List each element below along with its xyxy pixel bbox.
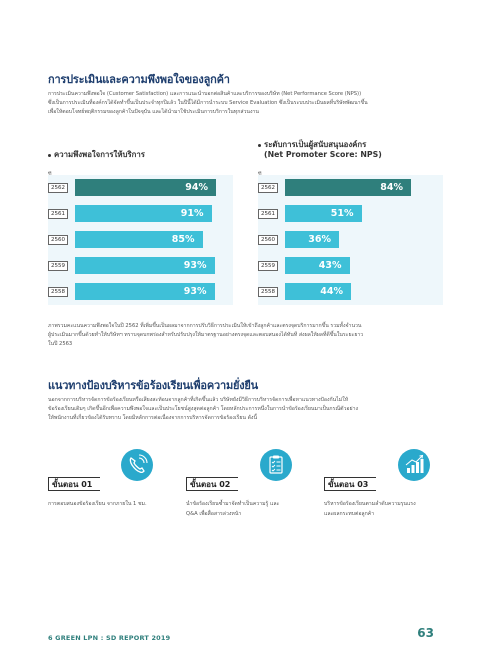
chart-title-text: ระดับการเป็นผู้สนับสนุนองค์กร (264, 140, 367, 149)
year-tick-label: 2562 (258, 183, 278, 193)
clipboard-checklist-icon (260, 449, 292, 481)
step-1-desc (48, 499, 147, 509)
bar-data-label: 93% (183, 260, 207, 271)
step-3-title: ขั้นตอน 03 (324, 477, 376, 491)
year-tick-label: 2560 (258, 235, 278, 245)
chart-title-nps (258, 140, 382, 160)
year-tick-label: 2558 (48, 287, 68, 297)
bar-2559 (285, 257, 350, 274)
bar-2562 (285, 179, 411, 196)
chart-title-satisfaction (48, 150, 145, 160)
year-tick-label: 2560 (48, 235, 68, 245)
bar-data-label: 93% (183, 286, 207, 297)
bar-2560 (285, 231, 339, 248)
bar-2561 (75, 205, 212, 222)
bar-data-label: 94% (185, 182, 208, 193)
phone-support-icon (121, 449, 153, 481)
chart-row (258, 283, 443, 300)
step-desc-line: บริหารข้อร้องเรียนตามลำดับความรุนแรง (324, 501, 416, 507)
satisfaction-paragraph (48, 90, 440, 117)
para-line: การประเมินความพึงพอใจ (Customer Satisfaction) และการแนะนำบอกต่อสินค้าและบริการของบริษัท (Net Performance Score (NPS)) (48, 91, 362, 97)
bar-data-label: 44% (320, 286, 343, 297)
step-desc-line: การตอบสนองข้อร้องเรียน จากภายใน 1 ชม. (48, 501, 147, 507)
bullet-icon (258, 144, 261, 147)
complaints-paragraph (48, 396, 440, 423)
year-tick-label: 2559 (48, 261, 68, 271)
nps-chart (258, 175, 443, 305)
chart-title-text: ความพึงพอใจการให้บริการ (54, 150, 145, 159)
bar-data-label: 84% (380, 182, 403, 193)
para-line: ซึ่งเป็นการประเมินที่องค์กรได้จัดทำขึ้นเป็นประจำทุกปีแล้ว ในปีนี้ได้มีการนำระบบ Service Evaluation ซึ่งเป็นระบบประเมินผลที่บริษัทพัฒนาขึ้น (48, 100, 368, 106)
para-line: นอกจากการบริหารจัดการข้อร้องเรียนหรือเสียงสะท้อนจากลูกค้าที่เกิดขึ้นแล้ว บริษัทยังมีวิธีการบริหารจัดการเพื่อหาแนวทางป้องกันไม่ให้ (48, 397, 349, 403)
bar-data-label: 91% (180, 208, 204, 219)
para-line: ผู้ประเมินมากขึ้นด้วยทำให้บริษัทฯ ทราบจุดบกพร่องสำหรับปรับปรุงให้มาตรฐานอย่างตรงจุดและตอบสนองได้ทันที ส่งผลให้ผลที่ดีขึ้นในระยะยาว (48, 332, 364, 338)
bar-data-label: 36% (308, 234, 331, 245)
chart-row (258, 231, 443, 248)
bar-2558 (75, 283, 215, 300)
step-3-desc (324, 499, 416, 519)
growth-chart-icon (398, 449, 430, 481)
step-2-desc (186, 499, 279, 519)
footer-report-title: 6 GREEN LPN : SD REPORT 2019 (48, 634, 171, 642)
chart-row (48, 231, 233, 248)
step-desc-line: นำข้อร้องเรียนซ้ำมาจัดทำเป็นความรู้ และ (186, 501, 280, 507)
step-2-title: ขั้นตอน 02 (186, 477, 238, 491)
bar-2560 (75, 231, 203, 248)
bar-2559 (75, 257, 215, 274)
page-number: 63 (417, 626, 434, 640)
bar-2562 (75, 179, 216, 196)
bar-data-label: 51% (330, 208, 354, 219)
step-1-title: ขั้นตอน 01 (48, 477, 100, 491)
para-line: ให้พนักงานที่เกี่ยวข้องได้รับทราบ โดยมีหลักการต่อเนื่องจากการบริหารจัดการข้อร้องเรียน ดังนี้ (48, 415, 258, 421)
para-line: ในปี 2563 (48, 341, 73, 347)
summary-paragraph (48, 322, 440, 349)
chart-subtitle: (Net Promoter Score: NPS) (264, 150, 382, 159)
year-tick-label: 2561 (48, 209, 68, 219)
bar-data-label: 85% (171, 234, 195, 245)
year-tick-label: 2562 (48, 183, 68, 193)
year-tick-label: 2561 (258, 209, 278, 219)
bar-data-label: 43% (318, 260, 342, 271)
chart-row (48, 283, 233, 300)
satisfaction-chart (48, 175, 233, 305)
chart-row (258, 257, 443, 274)
year-tick-label: 2558 (258, 287, 278, 297)
section-title-satisfaction: การประเมินและความพึงพอใจของลูกค้า (48, 73, 230, 86)
bar-2561 (285, 205, 362, 222)
step-desc-line: Q&A เพื่อสื่อสารล่วงหน้า (186, 511, 242, 517)
step-desc-line: และผลกระทบต่อลูกค้า (324, 511, 375, 517)
chart-row (258, 179, 443, 196)
section-title-complaints: แนวทางป้องบริหารข้อร้องเรียนเพื่อความยั่งยืน (48, 379, 258, 392)
para-line: เพื่อให้ตอบโจทย์พฤติกรรมของลูกค้าในปัจจุบัน และได้นำมาใช้ประเมินการบริการในทุกส่วนงาน (48, 109, 259, 115)
chart-row (48, 179, 233, 196)
year-tick-label: 2559 (258, 261, 278, 271)
para-line: ข้อร้องเรียนเดิมๆ เกิดขึ้นอีกเพื่อความพึงพอใจและเป็นประโยชน์สูงสุดต่อลูกค้า โดยหลักประการหนึ่งในการนำข้อร้องเรียนมาเป็นกรณีตัวอย่าง (48, 406, 359, 412)
para-line: ภาพรวมคะแนนความพึงพอใจในปี 2562 ที่เพิ่มขึ้นเป็นผลมาจากการปรับวิธีการประเมินให้เข้าถึงลูกค้าและตรงจุดบริการมากขึ้น รวมทั้งจำนวน (48, 323, 362, 329)
chart-row (48, 205, 233, 222)
chart-row (48, 257, 233, 274)
bullet-icon (48, 154, 51, 157)
chart-row (258, 205, 443, 222)
bar-2558 (285, 283, 351, 300)
